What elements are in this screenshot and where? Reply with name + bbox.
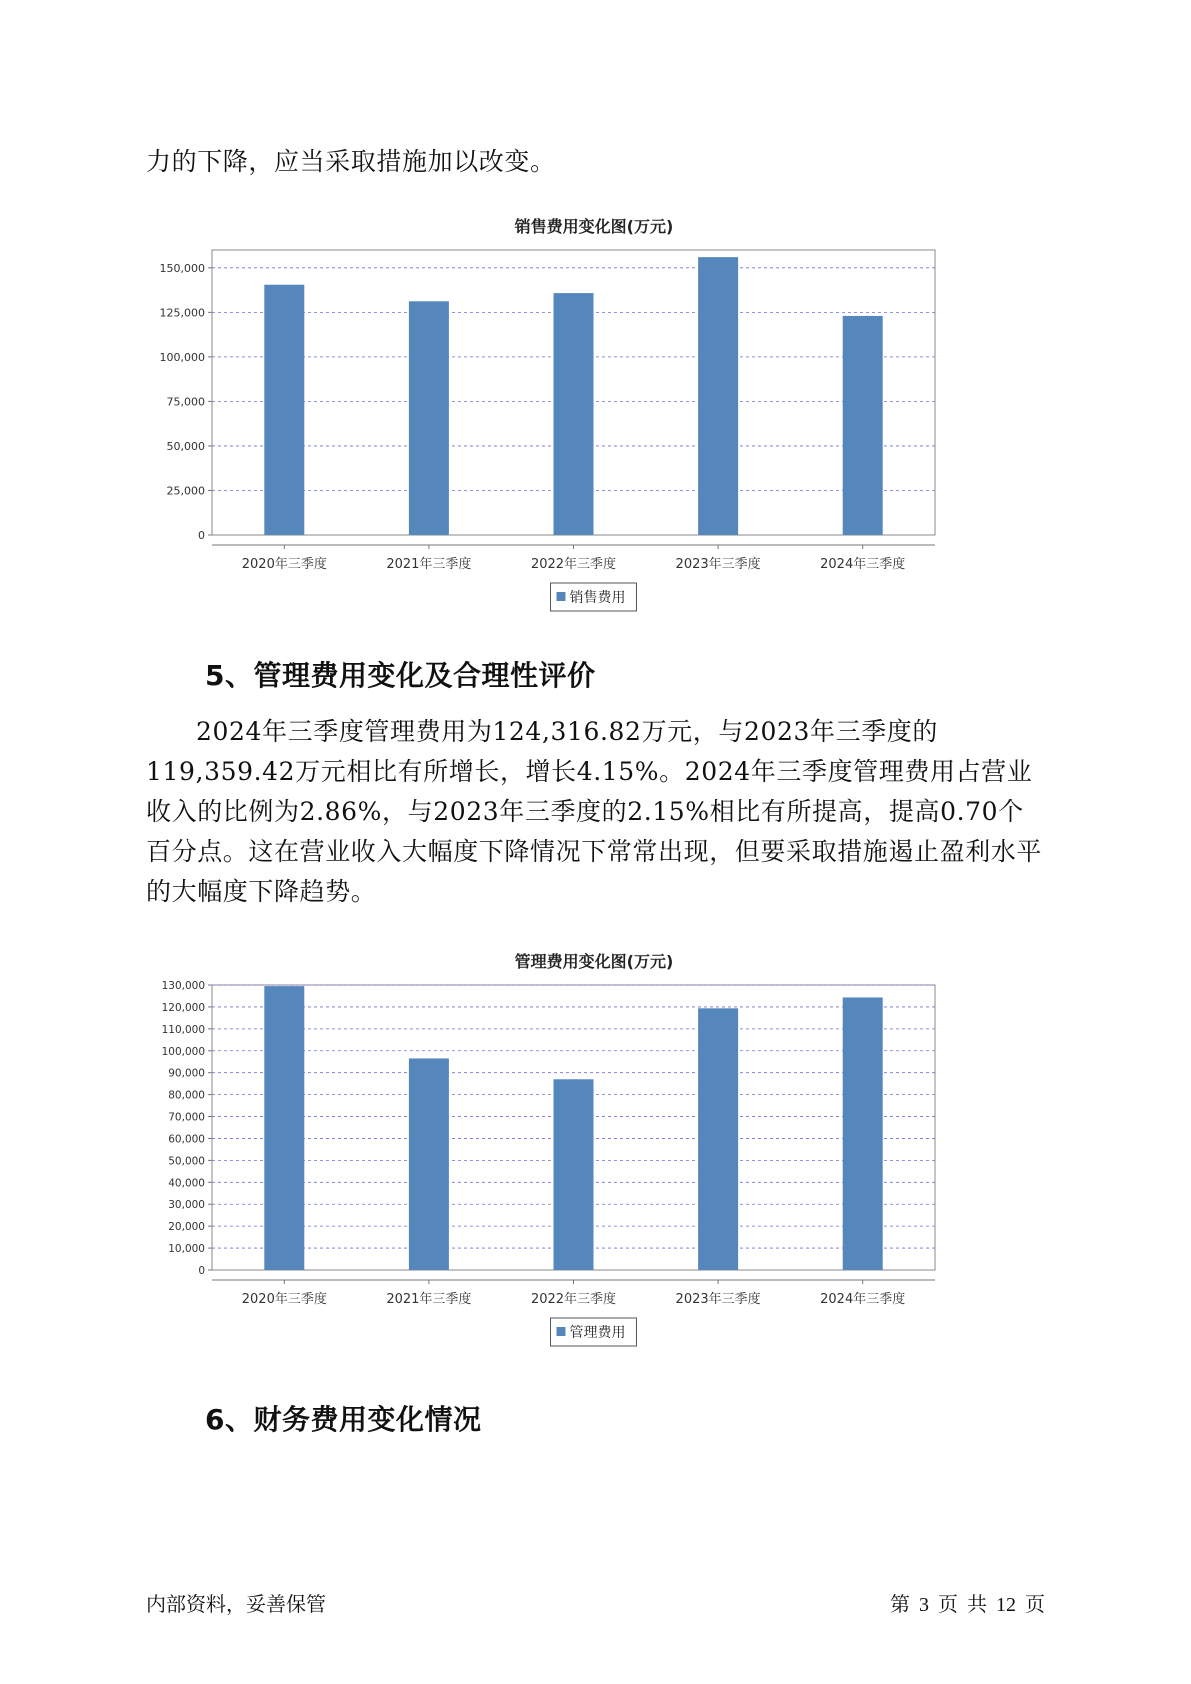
bar [264,986,304,1270]
bar [698,257,738,535]
x-tick-label: 2020年三季度 [241,1292,327,1307]
y-tick-label: 100,000 [161,1045,205,1058]
legend-swatch [557,1327,566,1336]
y-tick-label: 0 [198,529,205,542]
x-tick-label: 2023年三季度 [675,1292,761,1307]
chart-title: 销售费用变化图(万元) [514,217,674,236]
bar [698,1008,738,1270]
y-tick-label: 90,000 [168,1067,205,1080]
y-tick-label: 150,000 [160,261,205,275]
bar [409,301,449,535]
x-tick-label: 2024年三季度 [820,557,906,572]
y-tick-label: 110,000 [161,1023,205,1036]
y-tick-label: 80,000 [168,1089,205,1102]
bar [264,285,304,535]
chart-title: 管理费用变化图(万元) [514,952,674,971]
bar [554,1079,594,1270]
y-tick-label: 120,000 [161,1001,205,1014]
legend-swatch [557,592,566,601]
y-tick-label: 40,000 [168,1177,205,1190]
sales-expense-chart-svg [160,210,1040,630]
x-tick-label: 2021年三季度 [386,1292,472,1307]
section-5-body: 2024年三季度管理费用为124,316.82万元，与2023年三季度的119,359.42万元相比有所增长，增长4.15%。2024年三季度管理费用占营业收入的比例为2.86%，与2023年三季度的2.15%相比有所提高，提高0.70个百分点。这在营业收入大幅度下降情况下常常出现，但要采取措施遏止盈利水平的大幅度下降趋势。 [146,717,1043,906]
bar [843,997,883,1270]
y-tick-label: 0 [198,1265,205,1277]
y-tick-label: 50,000 [168,1155,205,1168]
y-tick-label: 100,000 [160,350,205,364]
y-tick-label: 60,000 [168,1133,205,1146]
y-tick-label: 70,000 [168,1111,205,1124]
x-tick-label: 2020年三季度 [241,557,327,572]
x-tick-label: 2021年三季度 [386,557,472,572]
section-6-heading: 6、财务费用变化情况 [205,1403,482,1436]
bar [409,1058,449,1270]
legend-label: 管理费用 [569,1325,626,1341]
admin-expense-chart [160,945,1040,1365]
section-5-heading: 5、管理费用变化及合理性评价 [205,659,596,692]
x-tick-label: 2022年三季度 [530,1292,617,1307]
x-tick-label: 2024年三季度 [820,1292,906,1307]
y-tick-label: 75,000 [166,395,205,409]
bar [843,316,883,535]
bar [554,293,594,535]
y-tick-label: 20,000 [168,1221,205,1234]
y-tick-label: 10,000 [168,1243,205,1256]
footer-page-number: 第 3 页 共 12 页 [890,1594,1045,1616]
footer-confidential-note: 内部资料，妥善保管 [146,1594,326,1616]
y-tick-label: 130,000 [161,980,205,992]
sales-expense-chart [160,210,1040,630]
legend-label: 销售费用 [569,590,626,606]
x-tick-label: 2023年三季度 [675,557,761,572]
y-tick-label: 25,000 [166,484,205,498]
y-tick-label: 125,000 [160,306,205,320]
admin-expense-chart-svg [160,945,1040,1365]
y-tick-label: 30,000 [168,1199,205,1212]
y-tick-label: 50,000 [166,439,205,453]
intro-line: 力的下降，应当采取措施加以改变。 [146,147,556,176]
x-tick-label: 2022年三季度 [530,557,617,572]
